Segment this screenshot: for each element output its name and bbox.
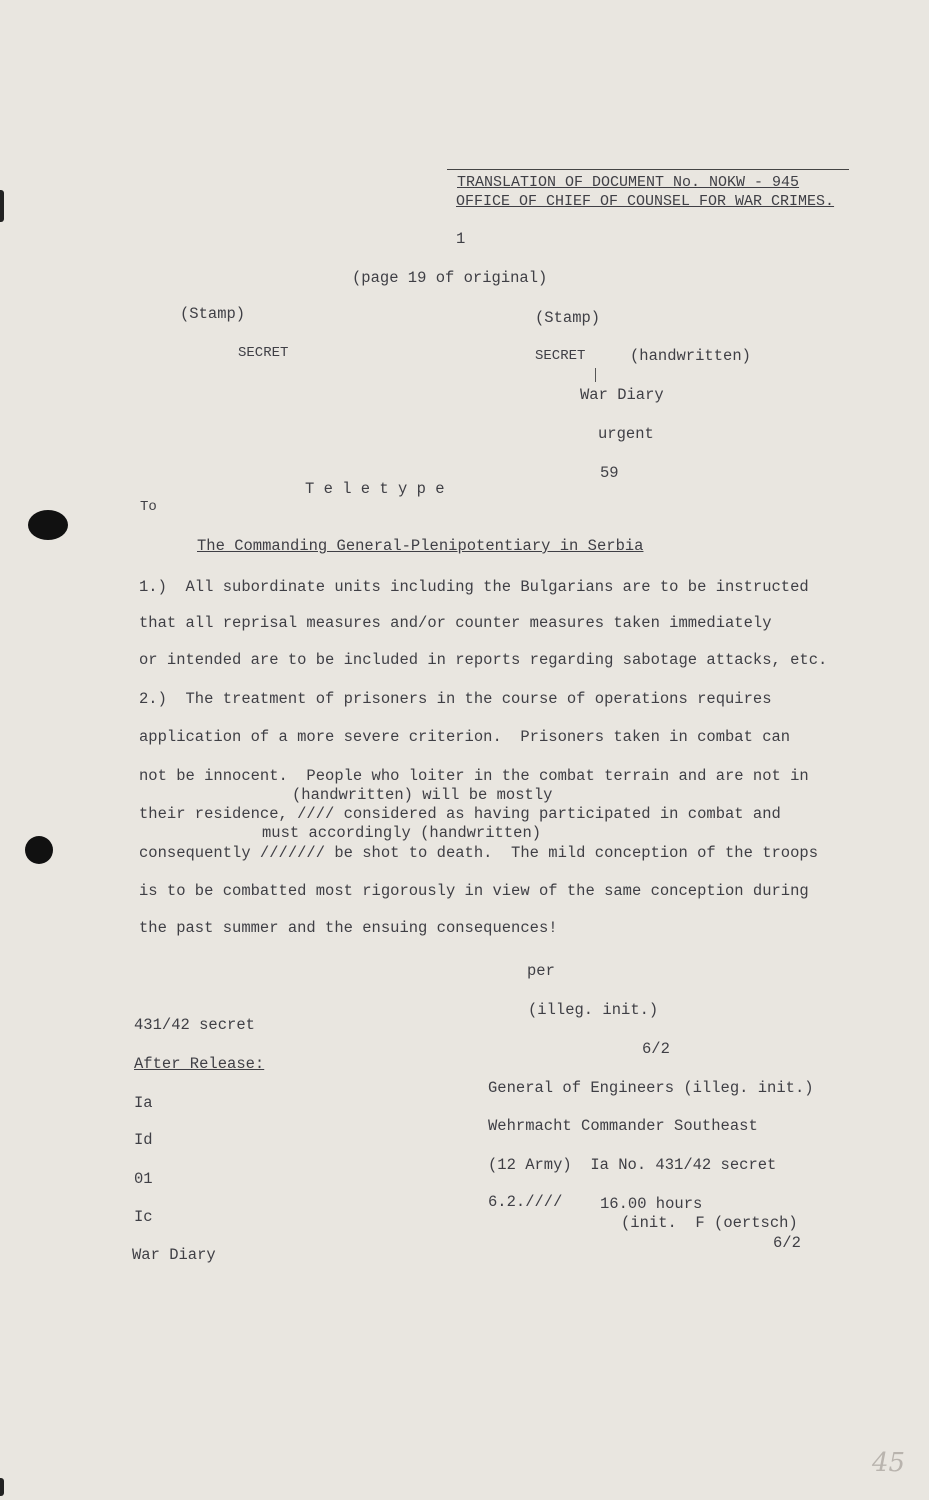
- body-line: the past summer and the ensuing consequences!: [139, 919, 558, 937]
- signature-date: 6.2.////: [488, 1193, 563, 1211]
- addressee: The Commanding General-Plenipotentiary in Serbia: [197, 537, 644, 555]
- body-line: that all reprisal measures and/or counter measures taken immediately: [139, 614, 772, 632]
- signature-army-reference: (12 Army) Ia No. 431/42 secret: [488, 1156, 777, 1174]
- page-number: 1: [456, 230, 466, 248]
- to-label: To: [140, 499, 157, 515]
- distribution-item: Id: [134, 1131, 153, 1149]
- stamp-label-right: (Stamp): [535, 309, 601, 327]
- war-diary-note: War Diary: [580, 386, 664, 404]
- body-line: application of a more severe criterion. Prisoners taken in combat can: [139, 728, 791, 746]
- body-line: not be innocent. People who loiter in the combat terrain and are not in: [139, 767, 809, 785]
- urgent-note: urgent: [598, 425, 654, 443]
- pencil-page-number: 45: [872, 1448, 906, 1478]
- pencil-tick: [595, 368, 596, 382]
- distribution-item: War Diary: [132, 1246, 216, 1264]
- signature-date-mark: 6/2: [642, 1040, 670, 1058]
- stamp-label-left: (Stamp): [180, 305, 246, 323]
- body-line: or intended are to be included in reports regarding sabotage attacks, etc.: [139, 651, 828, 669]
- punch-hole: [25, 836, 53, 864]
- punch-hole: [28, 510, 68, 540]
- original-page-reference: (page 19 of original): [352, 269, 548, 287]
- after-release-label: After Release:: [134, 1055, 265, 1073]
- signature-commander: Wehrmacht Commander Southeast: [488, 1117, 758, 1135]
- teletype-heading: T e l e t y p e: [305, 480, 445, 498]
- handwritten-note: (handwritten): [630, 347, 751, 365]
- distribution-item: Ia: [134, 1094, 153, 1112]
- signature-time: 16.00 hours: [600, 1195, 703, 1213]
- secret-stamp-right: SECRET: [535, 348, 586, 364]
- body-line: consequently /////// be shot to death. The mild conception of the troops: [139, 844, 819, 862]
- reference-number: 431/42 secret: [134, 1016, 255, 1034]
- distribution-item: 01: [134, 1170, 153, 1188]
- stamp-number: 59: [600, 464, 619, 482]
- body-line: is to be combatted most rigorously in view of the same conception during: [139, 882, 809, 900]
- signature-per: per: [527, 962, 555, 980]
- signature-date-mark-2: 6/2: [773, 1234, 801, 1252]
- header-rule: [447, 169, 849, 170]
- interlinear-note: must accordingly (handwritten): [262, 824, 542, 842]
- body-line: their residence, //// considered as having participated in combat and: [139, 805, 781, 823]
- secret-stamp-left: SECRET: [238, 345, 289, 361]
- body-line: 2.) The treatment of prisoners in the course of operations requires: [139, 690, 772, 708]
- body-line: 1.) All subordinate units including the Bulgarians are to be instructed: [139, 578, 809, 596]
- page-edge-mark: [0, 190, 4, 222]
- header-translation-line: TRANSLATION OF DOCUMENT No. NOKW - 945: [457, 174, 800, 191]
- interlinear-note: (handwritten) will be mostly: [292, 786, 553, 804]
- distribution-item: Ic: [134, 1208, 153, 1226]
- signature-init: (init. F (oertsch): [621, 1214, 798, 1232]
- header-office-line: OFFICE OF CHIEF OF COUNSEL FOR WAR CRIMES.: [456, 193, 835, 210]
- page-edge-mark: [0, 1478, 4, 1496]
- signature-illegible-initials: (illeg. init.): [528, 1001, 659, 1019]
- signature-general: General of Engineers (illeg. init.): [488, 1079, 814, 1097]
